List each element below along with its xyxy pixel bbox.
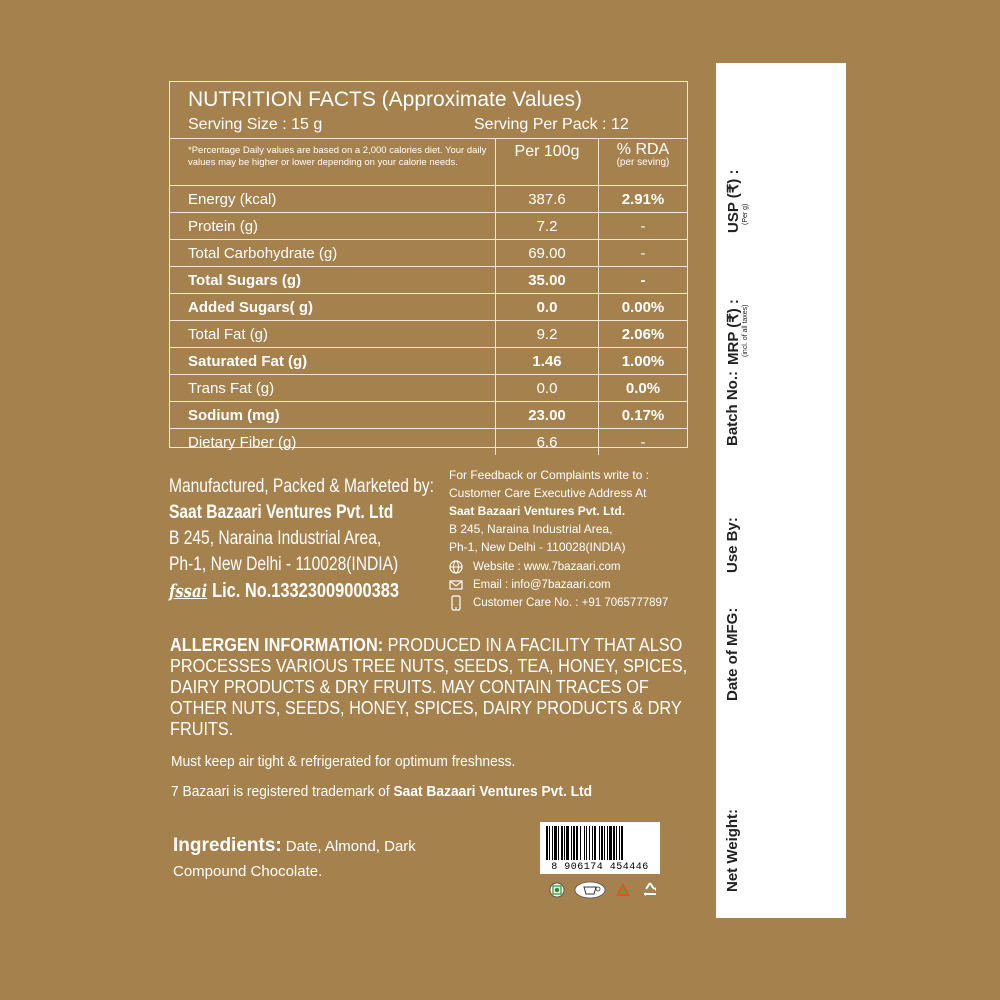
nutrient-row: Added Sugars( g) 0.0 0.00% [170, 294, 687, 321]
dustbin-icon [574, 881, 606, 899]
recycle-sign-icon [614, 881, 632, 899]
trademark-line: 7 Bazaari is registered trademark of Saat Bazaari Ventures Pvt. Ltd [171, 783, 593, 800]
serving-size: Serving Size : 15 g [188, 116, 323, 133]
email-text: Email : info@7bazaari.com [473, 579, 611, 591]
manufacturer-address-1: B 245, Naraina Industrial Area, [169, 528, 382, 549]
nutrient-row: Energy (kcal) 387.6 2.91% [170, 186, 687, 213]
license-line [169, 578, 434, 605]
envelope-icon [449, 578, 463, 592]
phone-text: Customer Care No. : +91 7065777897 [473, 597, 669, 609]
allergen-info [170, 634, 709, 739]
nutrient-row: Sodium (mg) 23.00 0.17% [170, 402, 687, 429]
nutrient-row: Total Sugars (g) 35.00 - [170, 267, 687, 294]
veg-mark-icon [548, 881, 566, 899]
phone-line [449, 594, 668, 612]
nutrient-row: Protein (g) 7.2 - [170, 213, 687, 240]
mrp-label: MRP (₹) : (incl. of all taxes) [725, 299, 749, 365]
nutrition-facts-table [169, 81, 688, 451]
use-by-label: Use By: [724, 517, 741, 573]
nutrition-grid [170, 138, 687, 455]
batch-no-label: Batch No.: [724, 371, 741, 446]
feedback-company: Saat Bazaari Ventures Pvt. Ltd. [449, 504, 626, 518]
recycle-icon [640, 880, 660, 900]
fssai-logo: fssai [169, 581, 208, 602]
license-number: Lic. No.13323009000383 [212, 580, 399, 602]
usp-label: USP (₹) : (Per g) [725, 169, 749, 233]
feedback-block [449, 466, 668, 612]
nutrient-row: Total Fat (g) 9.2 2.06% [170, 321, 687, 348]
trademark-company: Saat Bazaari Ventures Pvt. Ltd [393, 783, 593, 800]
barcode-number: 8 906174 454446 [551, 862, 649, 873]
batch-info-panel [716, 63, 846, 918]
col-rda: % RDA (per seving) [599, 139, 688, 186]
manufacturer-company: Saat Bazaari Ventures Pvt. Ltd [169, 502, 394, 523]
feedback-line-1: For Feedback or Complaints write to : [449, 468, 650, 482]
certification-logos [548, 880, 660, 900]
daily-value-note: *Percentage Daily values are based on a 2,000 calories diet. Your daily values may be higher or lower depending on your calorie needs. [170, 139, 496, 186]
allergen-label: ALLERGEN INFORMATION: [170, 634, 384, 655]
serving-per-pack: Serving Per Pack : 12 [474, 116, 629, 133]
ingredients-label: Ingredients: [173, 835, 282, 856]
ingredients-text: Date, Almond, Dark Compound Chocolate. [173, 838, 416, 880]
nutrient-row: Dietary Fiber (g) 6.6 - [170, 429, 687, 456]
nutrient-row: Total Carbohydrate (g) 69.00 - [170, 240, 687, 267]
col-per-100g: Per 100g [496, 139, 599, 186]
nutrition-title: NUTRITION FACTS (Approximate Values) [188, 88, 583, 111]
feedback-address-2: Ph-1, New Delhi - 110028(INDIA) [449, 540, 626, 554]
ingredients [173, 833, 473, 884]
storage-instruction: Must keep air tight & refrigerated for optimum freshness. [171, 753, 516, 770]
date-of-mfg-label: Date of MFG: [724, 607, 741, 701]
allergen-text: PRODUCED IN A FACILITY THAT ALSO PROCESSES VARIOUS TREE NUTS, SEEDS, TEA, HONEY, SPICES, DAIRY PRODUCTS & DRY FRUITS. MAY CONTAIN TRACES OF OTHER NUTS, SEEDS, HONEY, SPICES, DAIRY PRODUCTS & DRY FRUITS. [170, 634, 688, 739]
manufacturer-heading: Manufactured, Packed & Marketed by: [169, 476, 435, 497]
website-text: Website : www.7bazaari.com [473, 561, 621, 573]
nutrient-row: Saturated Fat (g) 1.46 1.00% [170, 348, 687, 375]
manufacturer-address-2: Ph-1, New Delhi - 110028(INDIA) [169, 554, 399, 575]
manufacturer-block [169, 474, 434, 605]
net-weight-label: Net Weight: [724, 808, 741, 892]
feedback-line-2: Customer Care Executive Address At [449, 486, 647, 500]
email-line [449, 576, 668, 594]
website-line [449, 558, 668, 576]
nutrient-row: Trans Fat (g) 0.0 0.0% [170, 375, 687, 402]
globe-icon [449, 560, 463, 574]
feedback-address-1: B 245, Naraina Industrial Area, [449, 522, 613, 536]
phone-icon [449, 595, 463, 611]
